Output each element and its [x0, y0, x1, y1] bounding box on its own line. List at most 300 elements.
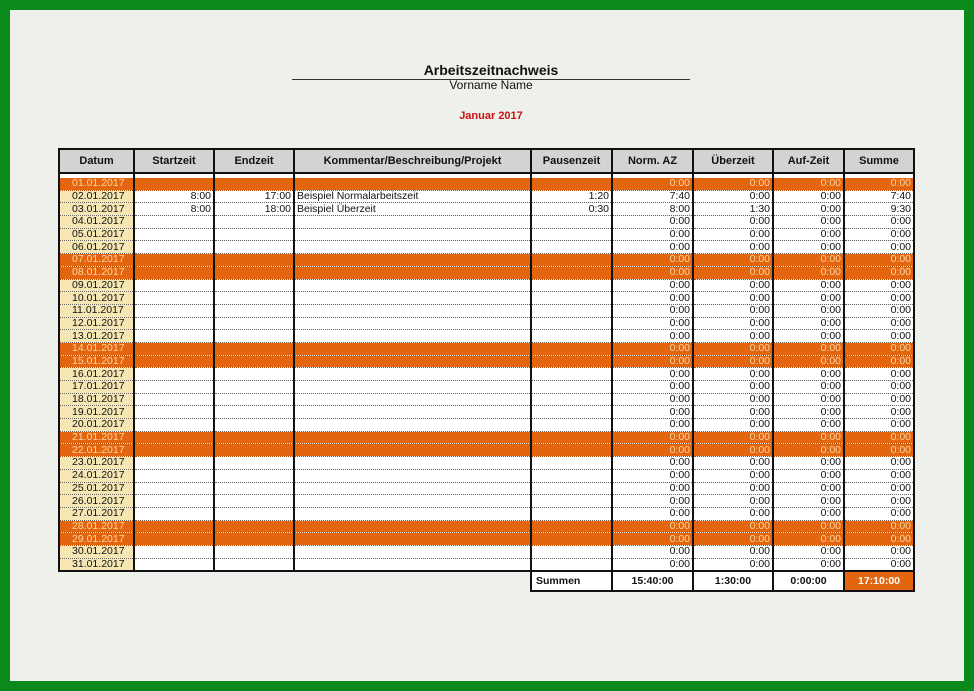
cell-pause[interactable]	[531, 444, 612, 457]
cell-date[interactable]: 21.01.2017	[59, 431, 134, 444]
cell-pause[interactable]	[531, 292, 612, 305]
cell-pause[interactable]	[531, 342, 612, 355]
cell-norm[interactable]: 0:00	[612, 444, 693, 457]
cell-start[interactable]	[134, 545, 214, 558]
cell-norm[interactable]: 0:00	[612, 545, 693, 558]
cell-start[interactable]: 8:00	[134, 203, 214, 216]
cell-date[interactable]: 19.01.2017	[59, 406, 134, 419]
cell-norm[interactable]: 0:00	[612, 228, 693, 241]
cell-overtime[interactable]: 0:00	[693, 241, 773, 254]
cell-date[interactable]: 09.01.2017	[59, 279, 134, 292]
cell-comment[interactable]	[294, 457, 531, 470]
cell-start[interactable]	[134, 482, 214, 495]
cell-start[interactable]	[134, 355, 214, 368]
cell-auf-zeit[interactable]: 0:00	[773, 254, 844, 267]
cell-start[interactable]	[134, 533, 214, 546]
cell-comment[interactable]	[294, 495, 531, 508]
cell-auf-zeit[interactable]: 0:00	[773, 381, 844, 394]
col-header-auf-zeit[interactable]: Auf-Zeit	[773, 149, 844, 173]
cell-overtime[interactable]: 0:00	[693, 178, 773, 190]
cell-norm[interactable]: 0:00	[612, 178, 693, 190]
cell-end[interactable]: 18:00	[214, 203, 294, 216]
cell-norm[interactable]: 0:00	[612, 393, 693, 406]
cell-pause[interactable]	[531, 317, 612, 330]
cell-sum[interactable]: 0:00	[844, 507, 914, 520]
cell-pause[interactable]	[531, 533, 612, 546]
cell-overtime[interactable]: 0:00	[693, 190, 773, 203]
cell-norm[interactable]: 8:00	[612, 203, 693, 216]
cell-comment[interactable]	[294, 241, 531, 254]
cell-auf-zeit[interactable]: 0:00	[773, 444, 844, 457]
cell-norm[interactable]: 0:00	[612, 279, 693, 292]
col-header-overtime[interactable]: Überzeit	[693, 149, 773, 173]
cell-start[interactable]	[134, 419, 214, 432]
cell-pause[interactable]	[531, 216, 612, 229]
cell-pause[interactable]	[531, 419, 612, 432]
cell-start[interactable]	[134, 393, 214, 406]
cell-overtime[interactable]: 0:00	[693, 482, 773, 495]
cell-norm[interactable]: 0:00	[612, 419, 693, 432]
cell-date[interactable]: 28.01.2017	[59, 520, 134, 533]
cell-date[interactable]: 29.01.2017	[59, 533, 134, 546]
cell-pause[interactable]: 1:20	[531, 190, 612, 203]
cell-pause[interactable]	[531, 330, 612, 343]
total-norm[interactable]: 15:40:00	[612, 571, 693, 591]
cell-sum[interactable]: 9:30	[844, 203, 914, 216]
cell-comment[interactable]	[294, 279, 531, 292]
cell-auf-zeit[interactable]: 0:00	[773, 558, 844, 571]
cell-end[interactable]	[214, 558, 294, 571]
cell-overtime[interactable]: 0:00	[693, 292, 773, 305]
col-header-date[interactable]: Datum	[59, 149, 134, 173]
cell-pause[interactable]	[531, 558, 612, 571]
table-row	[59, 520, 914, 533]
cell-sum[interactable]: 0:00	[844, 558, 914, 571]
cell-pause[interactable]	[531, 304, 612, 317]
cell-date[interactable]: 08.01.2017	[59, 266, 134, 279]
table-row	[59, 241, 914, 254]
cell-norm[interactable]: 0:00	[612, 342, 693, 355]
cell-comment[interactable]	[294, 254, 531, 267]
cell-start[interactable]	[134, 330, 214, 343]
cell-comment[interactable]	[294, 444, 531, 457]
cell-norm[interactable]: 0:00	[612, 533, 693, 546]
cell-sum[interactable]: 0:00	[844, 216, 914, 229]
cell-sum[interactable]: 0:00	[844, 342, 914, 355]
cell-comment[interactable]	[294, 330, 531, 343]
cell-norm[interactable]: 0:00	[612, 469, 693, 482]
cell-start[interactable]: 8:00	[134, 190, 214, 203]
cell-sum[interactable]: 0:00	[844, 469, 914, 482]
cell-start[interactable]	[134, 406, 214, 419]
cell-start[interactable]	[134, 241, 214, 254]
cell-start[interactable]	[134, 520, 214, 533]
cell-comment[interactable]	[294, 228, 531, 241]
cell-pause[interactable]	[531, 520, 612, 533]
cell-overtime[interactable]: 0:00	[693, 304, 773, 317]
cell-pause[interactable]	[531, 228, 612, 241]
cell-norm[interactable]: 0:00	[612, 406, 693, 419]
cell-sum[interactable]: 0:00	[844, 355, 914, 368]
cell-sum[interactable]: 0:00	[844, 381, 914, 394]
cell-auf-zeit[interactable]: 0:00	[773, 241, 844, 254]
cell-end[interactable]	[214, 520, 294, 533]
cell-auf-zeit[interactable]: 0:00	[773, 190, 844, 203]
cell-pause[interactable]	[531, 266, 612, 279]
cell-start[interactable]	[134, 381, 214, 394]
cell-pause[interactable]	[531, 393, 612, 406]
cell-comment[interactable]: Beispiel Normalarbeitszeit	[294, 190, 531, 203]
cell-auf-zeit[interactable]: 0:00	[773, 533, 844, 546]
cell-norm[interactable]: 0:00	[612, 495, 693, 508]
cell-comment[interactable]	[294, 419, 531, 432]
cell-comment[interactable]	[294, 342, 531, 355]
cell-auf-zeit[interactable]: 0:00	[773, 279, 844, 292]
cell-norm[interactable]: 0:00	[612, 482, 693, 495]
cell-norm[interactable]: 0:00	[612, 216, 693, 229]
cell-sum[interactable]: 0:00	[844, 406, 914, 419]
cell-sum[interactable]: 0:00	[844, 266, 914, 279]
cell-comment[interactable]	[294, 406, 531, 419]
cell-overtime[interactable]: 0:00	[693, 228, 773, 241]
cell-comment[interactable]	[294, 507, 531, 520]
cell-date[interactable]: 06.01.2017	[59, 241, 134, 254]
col-header-norm[interactable]: Norm. AZ	[612, 149, 693, 173]
cell-start[interactable]	[134, 304, 214, 317]
cell-sum[interactable]: 0:00	[844, 368, 914, 381]
cell-sum[interactable]: 0:00	[844, 533, 914, 546]
total-auf-zeit[interactable]: 0:00:00	[773, 571, 844, 591]
cell-pause[interactable]	[531, 545, 612, 558]
cell-overtime[interactable]: 0:00	[693, 368, 773, 381]
col-header-sum[interactable]: Summe	[844, 149, 914, 173]
cell-auf-zeit[interactable]: 0:00	[773, 495, 844, 508]
cell-end[interactable]	[214, 266, 294, 279]
cell-overtime[interactable]: 0:00	[693, 317, 773, 330]
cell-end[interactable]	[214, 469, 294, 482]
cell-sum[interactable]: 0:00	[844, 241, 914, 254]
cell-auf-zeit[interactable]: 0:00	[773, 431, 844, 444]
cell-sum[interactable]: 0:00	[844, 545, 914, 558]
cell-comment[interactable]	[294, 216, 531, 229]
cell-date[interactable]: 01.01.2017	[59, 178, 134, 190]
cell-comment[interactable]	[294, 393, 531, 406]
cell-end[interactable]	[214, 406, 294, 419]
cell-sum[interactable]: 0:00	[844, 178, 914, 190]
cell-overtime[interactable]: 0:00	[693, 393, 773, 406]
cell-date[interactable]: 04.01.2017	[59, 216, 134, 229]
cell-date[interactable]: 17.01.2017	[59, 381, 134, 394]
cell-end[interactable]	[214, 241, 294, 254]
cell-auf-zeit[interactable]: 0:00	[773, 457, 844, 470]
cell-comment[interactable]	[294, 545, 531, 558]
cell-date[interactable]: 31.01.2017	[59, 558, 134, 571]
cell-comment[interactable]	[294, 520, 531, 533]
cell-overtime[interactable]: 0:00	[693, 266, 773, 279]
cell-auf-zeit[interactable]: 0:00	[773, 292, 844, 305]
cell-pause[interactable]	[531, 355, 612, 368]
cell-pause[interactable]	[531, 469, 612, 482]
cell-auf-zeit[interactable]: 0:00	[773, 545, 844, 558]
cell-auf-zeit[interactable]: 0:00	[773, 266, 844, 279]
cell-comment[interactable]	[294, 368, 531, 381]
cell-auf-zeit[interactable]: 0:00	[773, 419, 844, 432]
cell-overtime[interactable]: 1:30	[693, 203, 773, 216]
cell-norm[interactable]: 0:00	[612, 292, 693, 305]
cell-norm[interactable]: 0:00	[612, 558, 693, 571]
cell-sum[interactable]: 0:00	[844, 254, 914, 267]
cell-auf-zeit[interactable]: 0:00	[773, 317, 844, 330]
cell-start[interactable]	[134, 342, 214, 355]
cell-comment[interactable]	[294, 381, 531, 394]
table-row	[59, 457, 914, 470]
cell-overtime[interactable]: 0:00	[693, 254, 773, 267]
cell-sum[interactable]: 0:00	[844, 520, 914, 533]
cell-auf-zeit[interactable]: 0:00	[773, 304, 844, 317]
cell-end[interactable]	[214, 279, 294, 292]
cell-start[interactable]	[134, 431, 214, 444]
cell-start[interactable]	[134, 279, 214, 292]
cell-end[interactable]: 17:00	[214, 190, 294, 203]
cell-comment[interactable]	[294, 355, 531, 368]
cell-sum[interactable]: 0:00	[844, 292, 914, 305]
cell-date[interactable]: 22.01.2017	[59, 444, 134, 457]
cell-overtime[interactable]: 0:00	[693, 469, 773, 482]
cell-norm[interactable]: 0:00	[612, 520, 693, 533]
table-row	[59, 216, 914, 229]
cell-date[interactable]: 16.01.2017	[59, 368, 134, 381]
cell-sum[interactable]: 0:00	[844, 482, 914, 495]
col-header-end[interactable]: Endzeit	[214, 149, 294, 173]
cell-norm[interactable]: 0:00	[612, 241, 693, 254]
cell-date[interactable]: 25.01.2017	[59, 482, 134, 495]
cell-end[interactable]	[214, 431, 294, 444]
cell-overtime[interactable]: 0:00	[693, 279, 773, 292]
cell-start[interactable]	[134, 444, 214, 457]
cell-end[interactable]	[214, 216, 294, 229]
cell-sum[interactable]: 0:00	[844, 495, 914, 508]
cell-auf-zeit[interactable]: 0:00	[773, 469, 844, 482]
cell-start[interactable]	[134, 317, 214, 330]
cell-auf-zeit[interactable]: 0:00	[773, 520, 844, 533]
cell-start[interactable]	[134, 469, 214, 482]
cell-end[interactable]	[214, 482, 294, 495]
cell-pause[interactable]	[531, 507, 612, 520]
cell-end[interactable]	[214, 381, 294, 394]
cell-comment[interactable]	[294, 533, 531, 546]
cell-norm[interactable]: 0:00	[612, 254, 693, 267]
cell-start[interactable]	[134, 254, 214, 267]
cell-sum[interactable]: 0:00	[844, 457, 914, 470]
cell-auf-zeit[interactable]: 0:00	[773, 406, 844, 419]
table-row	[59, 355, 914, 368]
col-header-start[interactable]: Startzeit	[134, 149, 214, 173]
cell-date[interactable]: 14.01.2017	[59, 342, 134, 355]
cell-auf-zeit[interactable]: 0:00	[773, 216, 844, 229]
cell-overtime[interactable]: 0:00	[693, 381, 773, 394]
cell-sum[interactable]: 7:40	[844, 190, 914, 203]
cell-pause[interactable]	[531, 431, 612, 444]
cell-pause[interactable]	[531, 482, 612, 495]
cell-end[interactable]	[214, 495, 294, 508]
cell-overtime[interactable]: 0:00	[693, 444, 773, 457]
cell-norm[interactable]: 0:00	[612, 266, 693, 279]
cell-end[interactable]	[214, 330, 294, 343]
cell-overtime[interactable]: 0:00	[693, 355, 773, 368]
cell-norm[interactable]: 0:00	[612, 431, 693, 444]
cell-date[interactable]: 11.01.2017	[59, 304, 134, 317]
total-sum[interactable]: 17:10:00	[844, 571, 914, 591]
cell-comment[interactable]	[294, 317, 531, 330]
cell-end[interactable]	[214, 228, 294, 241]
cell-start[interactable]	[134, 558, 214, 571]
cell-auf-zeit[interactable]: 0:00	[773, 342, 844, 355]
cell-overtime[interactable]: 0:00	[693, 406, 773, 419]
cell-date[interactable]: 13.01.2017	[59, 330, 134, 343]
cell-end[interactable]	[214, 368, 294, 381]
cell-auf-zeit[interactable]: 0:00	[773, 330, 844, 343]
cell-auf-zeit[interactable]: 0:00	[773, 368, 844, 381]
cell-pause[interactable]	[531, 368, 612, 381]
cell-overtime[interactable]: 0:00	[693, 558, 773, 571]
month-label: Januar 2017	[459, 110, 523, 122]
cell-auf-zeit[interactable]: 0:00	[773, 203, 844, 216]
cell-sum[interactable]: 0:00	[844, 444, 914, 457]
cell-overtime[interactable]: 0:00	[693, 330, 773, 343]
cell-start[interactable]	[134, 228, 214, 241]
cell-pause[interactable]	[531, 495, 612, 508]
cell-pause[interactable]	[531, 254, 612, 267]
cell-start[interactable]	[134, 292, 214, 305]
cell-sum[interactable]: 0:00	[844, 431, 914, 444]
total-overtime[interactable]: 1:30:00	[693, 571, 773, 591]
cell-start[interactable]	[134, 368, 214, 381]
cell-sum[interactable]: 0:00	[844, 419, 914, 432]
cell-end[interactable]	[214, 342, 294, 355]
cell-date[interactable]: 15.01.2017	[59, 355, 134, 368]
employee-name: Vorname Name	[449, 78, 533, 92]
cell-date[interactable]: 23.01.2017	[59, 457, 134, 470]
cell-norm[interactable]: 0:00	[612, 368, 693, 381]
cell-date[interactable]: 20.01.2017	[59, 419, 134, 432]
cell-end[interactable]	[214, 292, 294, 305]
cell-sum[interactable]: 0:00	[844, 279, 914, 292]
cell-sum[interactable]: 0:00	[844, 304, 914, 317]
cell-date[interactable]: 10.01.2017	[59, 292, 134, 305]
cell-comment[interactable]	[294, 482, 531, 495]
cell-sum[interactable]: 0:00	[844, 393, 914, 406]
cell-comment[interactable]	[294, 558, 531, 571]
cell-date[interactable]: 18.01.2017	[59, 393, 134, 406]
cell-end[interactable]	[214, 444, 294, 457]
cell-overtime[interactable]: 0:00	[693, 533, 773, 546]
cell-pause[interactable]: 0:30	[531, 203, 612, 216]
col-header-comment[interactable]: Kommentar/Beschreibung/Projekt	[294, 149, 531, 173]
cell-norm[interactable]: 0:00	[612, 317, 693, 330]
cell-overtime[interactable]: 0:00	[693, 457, 773, 470]
cell-end[interactable]	[214, 178, 294, 190]
cell-start[interactable]	[134, 266, 214, 279]
cell-end[interactable]	[214, 533, 294, 546]
cell-date[interactable]: 26.01.2017	[59, 495, 134, 508]
cell-overtime[interactable]: 0:00	[693, 507, 773, 520]
cell-end[interactable]	[214, 507, 294, 520]
cell-end[interactable]	[214, 254, 294, 267]
cell-norm[interactable]: 0:00	[612, 304, 693, 317]
cell-auf-zeit[interactable]: 0:00	[773, 507, 844, 520]
cell-date[interactable]: 24.01.2017	[59, 469, 134, 482]
cell-comment[interactable]	[294, 304, 531, 317]
cell-norm[interactable]: 0:00	[612, 507, 693, 520]
cell-end[interactable]	[214, 419, 294, 432]
cell-date[interactable]: 03.01.2017	[59, 203, 134, 216]
cell-pause[interactable]	[531, 406, 612, 419]
cell-comment[interactable]	[294, 431, 531, 444]
cell-auf-zeit[interactable]: 0:00	[773, 355, 844, 368]
cell-overtime[interactable]: 0:00	[693, 342, 773, 355]
cell-overtime[interactable]: 0:00	[693, 495, 773, 508]
cell-overtime[interactable]: 0:00	[693, 216, 773, 229]
cell-pause[interactable]	[531, 381, 612, 394]
cell-pause[interactable]	[531, 241, 612, 254]
cell-auf-zeit[interactable]: 0:00	[773, 178, 844, 190]
cell-comment[interactable]	[294, 266, 531, 279]
cell-date[interactable]: 02.01.2017	[59, 190, 134, 203]
cell-date[interactable]: 30.01.2017	[59, 545, 134, 558]
cell-sum[interactable]: 0:00	[844, 228, 914, 241]
cell-end[interactable]	[214, 304, 294, 317]
cell-auf-zeit[interactable]: 0:00	[773, 228, 844, 241]
cell-comment[interactable]: Beispiel Überzeit	[294, 203, 531, 216]
cell-pause[interactable]	[531, 279, 612, 292]
cell-overtime[interactable]: 0:00	[693, 520, 773, 533]
cell-date[interactable]: 05.01.2017	[59, 228, 134, 241]
cell-start[interactable]	[134, 178, 214, 190]
cell-date[interactable]: 07.01.2017	[59, 254, 134, 267]
cell-sum[interactable]: 0:00	[844, 317, 914, 330]
cell-pause[interactable]	[531, 178, 612, 190]
cell-end[interactable]	[214, 457, 294, 470]
cell-start[interactable]	[134, 495, 214, 508]
cell-end[interactable]	[214, 317, 294, 330]
cell-auf-zeit[interactable]: 0:00	[773, 482, 844, 495]
cell-date[interactable]: 27.01.2017	[59, 507, 134, 520]
cell-end[interactable]	[214, 355, 294, 368]
cell-norm[interactable]: 0:00	[612, 381, 693, 394]
cell-overtime[interactable]: 0:00	[693, 419, 773, 432]
cell-norm[interactable]: 0:00	[612, 457, 693, 470]
cell-norm[interactable]: 0:00	[612, 330, 693, 343]
cell-sum[interactable]: 0:00	[844, 330, 914, 343]
cell-overtime[interactable]: 0:00	[693, 431, 773, 444]
cell-norm[interactable]: 0:00	[612, 355, 693, 368]
table-row	[59, 254, 914, 267]
cell-start[interactable]	[134, 507, 214, 520]
cell-auf-zeit[interactable]: 0:00	[773, 393, 844, 406]
col-header-pause[interactable]: Pausenzeit	[531, 149, 612, 173]
cell-end[interactable]	[214, 393, 294, 406]
cell-end[interactable]	[214, 545, 294, 558]
cell-start[interactable]	[134, 457, 214, 470]
cell-comment[interactable]	[294, 292, 531, 305]
cell-norm[interactable]: 7:40	[612, 190, 693, 203]
cell-date[interactable]: 12.01.2017	[59, 317, 134, 330]
cell-pause[interactable]	[531, 457, 612, 470]
cell-comment[interactable]	[294, 469, 531, 482]
cell-comment[interactable]	[294, 178, 531, 190]
cell-overtime[interactable]: 0:00	[693, 545, 773, 558]
cell-start[interactable]	[134, 216, 214, 229]
